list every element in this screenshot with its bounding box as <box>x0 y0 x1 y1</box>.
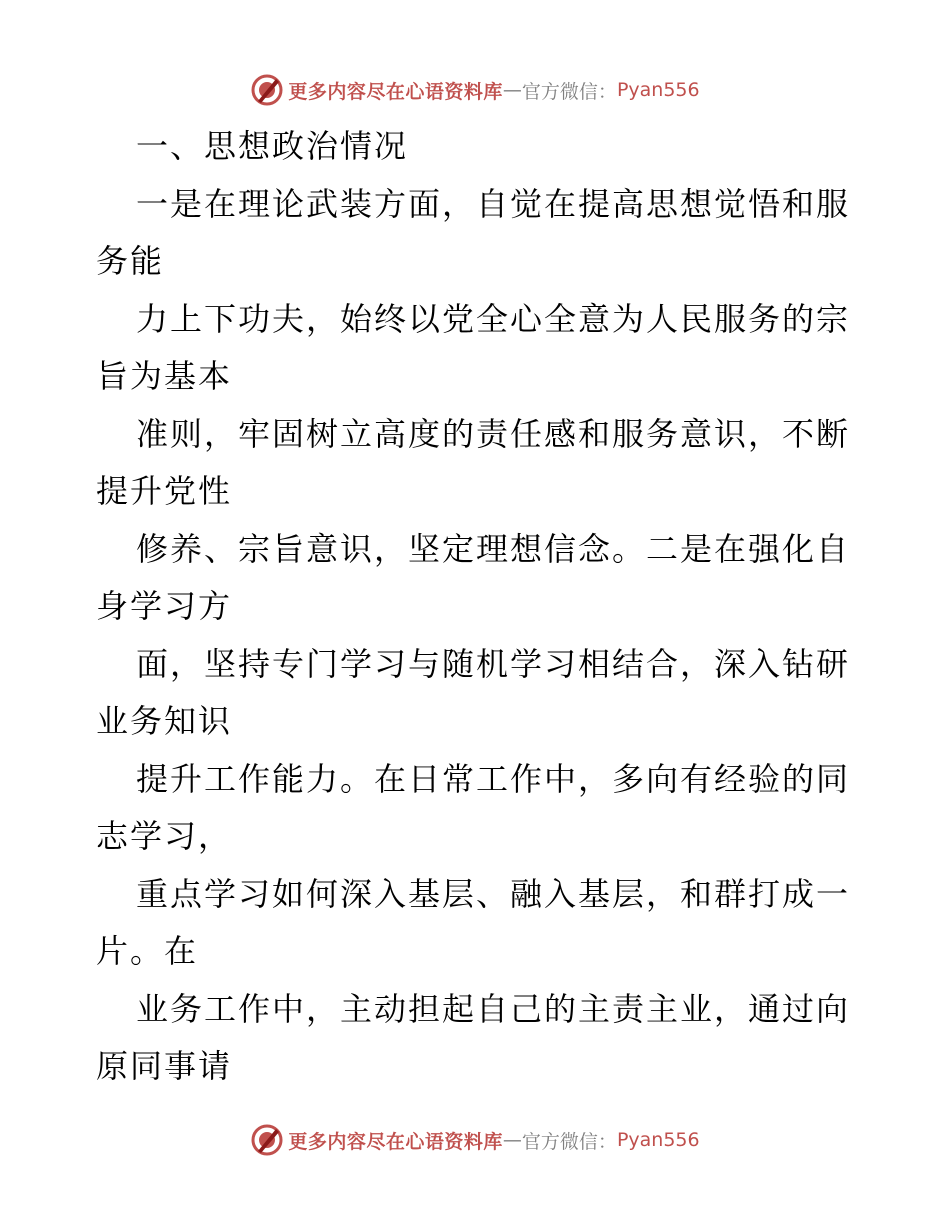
header-watermark <box>0 72 950 108</box>
watermark-wechat-label: 官方微信： <box>521 80 617 103</box>
paragraph-line: 提升党性 <box>96 472 233 510</box>
document-body <box>96 118 856 1096</box>
watermark-site-name: 更多内容尽在心语资料库 <box>288 80 503 103</box>
watermark-wechat-id: Pyan556 <box>616 1129 700 1151</box>
watermark-separator: — <box>502 1129 522 1151</box>
paragraph-line: 旨为基本 <box>96 357 233 395</box>
paragraph-line: 提升工作能力。在日常工作中，多向有经验的同 <box>136 759 851 798</box>
watermark-wechat-id: Pyan556 <box>616 79 700 101</box>
paragraph-line: 修养、宗旨意识，坚定理想信念。二是在强化自 <box>136 529 851 568</box>
paragraph-line: 力上下功夫，始终以党全心全意为人民服务的宗 <box>136 299 851 338</box>
paragraph-line: 务能 <box>96 242 165 280</box>
pen-logo-icon <box>250 73 284 107</box>
paragraph-line: 业务知识 <box>96 702 233 740</box>
watermark-wechat-label: 官方微信： <box>521 1130 617 1153</box>
paragraph-line: 志学习， <box>96 817 233 855</box>
pen-logo-icon <box>250 1123 284 1157</box>
paragraph-line: 原同事请 <box>96 1047 233 1085</box>
watermark-site-name: 更多内容尽在心语资料库 <box>288 1130 503 1153</box>
paragraph-line: 一是在理论武装方面，自觉在提高思想觉悟和服 <box>136 184 851 223</box>
footer-watermark <box>0 1122 950 1158</box>
paragraph-line: 身学习方 <box>96 587 233 625</box>
paragraph-line: 重点学习如何深入基层、融入基层，和群打成一 <box>136 874 851 913</box>
watermark-separator: — <box>502 79 522 101</box>
paragraph-line: 面，坚持专门学习与随机学习相结合，深入钻研 <box>136 644 851 683</box>
section-heading: 一、思想政治情况 <box>136 127 409 165</box>
paragraph-line: 准则，牢固树立高度的责任感和服务意识，不断 <box>136 414 851 453</box>
paragraph-line: 业务工作中，主动担起自己的主责主业，通过向 <box>136 989 851 1028</box>
paragraph-line: 片。在 <box>96 932 199 970</box>
